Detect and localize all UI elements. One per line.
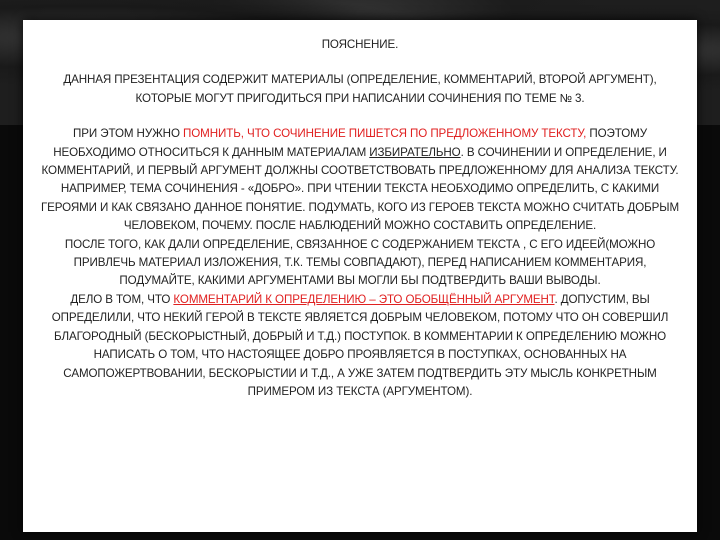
paragraph-1 [37,125,683,180]
paragraph-2: НАПРИМЕР, ТЕМА СОЧИНЕНИЯ - «ДОБРО». ПРИ ЧТЕНИИ ТЕКСТА НЕОБХОДИМО ОПРЕДЕЛИТЬ, С КАКИМИ ГЕРОЯМИ И КАК СВЯЗАНО ДАННОЕ ПОНЯТИЕ. ПОДУМАТЬ, КОГО ИЗ ГЕРОЕВ ТЕКСТА МОЖНО СЧИТАТЬ ДОБРЫМ ЧЕЛОВЕКОМ, ПОЧЕМУ. ПОСЛЕ НАБЛЮДЕНИЙ МОЖНО СОСТАВИТЬ ОПРЕДЕЛЕНИЕ. [40,182,680,233]
paragraph-4 [37,291,683,401]
paragraph-3: ПОСЛЕ ТОГО, КАК ДАЛИ ОПРЕДЕЛЕНИЕ, СВЯЗАННОЕ С СОДЕРЖАНИЕМ ТЕКСТА , С ЕГО ИДЕЕЙ(МОЖНО ПРИВЛЕЧЬ МАТЕРИАЛ ИЗЛОЖЕНИЯ, Т.К. ТЕМЫ СОВПАДАЮТ), ПЕРЕД НАПИСАНИЕМ КОММЕНТАРИЯ, ПОДУМАЙТЕ, КАКИМИ АРГУМЕНТАМИ ВЫ МОГЛИ БЫ ПОДТВЕРДИТЬ ВАШИ ВЫВОДЫ. [64,237,656,288]
p1-text-a: ПРИ ЭТОМ НУЖНО [73,127,183,141]
p4-text-a: ДЕЛО В ТОМ, ЧТО [70,292,174,306]
p1-underlined: ИЗБИРАТЕЛЬНО [369,145,461,159]
slide-title: ПОЯСНЕНИЕ. [321,38,399,51]
p1-highlight: ПОМНИТЬ, ЧТО СОЧИНЕНИЕ ПИШЕТСЯ ПО ПРЕДЛОЖЕННОМУ ТЕКСТУ, [183,127,587,141]
slide-text [37,36,683,401]
p1-text-c: . В СОЧИНЕНИИ И ОПРЕДЕЛЕНИЕ, И КОММЕНТАРИЙ, И ПЕРВЫЙ АРГУМЕНТ ДОЛЖНЫ СООТВЕТСТВОВАТЬ ПРЕДЛОЖЕННОМУ ДЛЯ АНАЛИЗА ТЕКСТУ. [41,145,679,178]
slide-panel [23,20,697,532]
p1-text-b: ПОЭТОМУ НЕОБХОДИМО ОТНОСИТЬСЯ К ДАННЫМ МАТЕРИАЛАМ [53,127,647,159]
p4-highlight: КОММЕНТАРИЙ К ОПРЕДЕЛЕНИЮ – ЭТО ОБОБЩЁННЫЙ АРГУМЕНТ [173,292,555,306]
p4-text-b: . ДОПУСТИМ, ВЫ ОПРЕДЕЛИЛИ, ЧТО НЕКИЙ ГЕРОЙ В ТЕКСТЕ ЯВЛЯЕТСЯ ДОБРЫМ ЧЕЛОВЕКОМ, ПОТОМУ ЧТО ОН СОВЕРШИЛ БЛАГОРОДНЫЙ (БЕСКОРЫСТНЫЙ, ДОБРЫЙ И Т.Д.) ПОСТУПОК. В КОММЕНТАРИИ К ОПРЕДЕЛЕНИЮ МОЖНО НАПИСАТЬ О ТОМ, ЧТО НАСТОЯЩЕЕ ДОБРО ПРОЯВЛЯЕТСЯ В ПОСТУПКАХ, ОСНОВАННЫХ НА САМОПОЖЕРТВОВАНИИ, БЕСКОРЫСТИИ И Т.Д., А УЖЕ ЗАТЕМ ПОДТВЕРДИТЬ ЭТУ МЫСЛЬ КОНКРЕТНЫМ ПРИМЕРОМ ИЗ ТЕКСТА (АРГУМЕНТОМ). [51,292,669,398]
intro-paragraph: ДАННАЯ ПРЕЗЕНТАЦИЯ СОДЕРЖИТ МАТЕРИАЛЫ (ОПРЕДЕЛЕНИЕ, КОММЕНТАРИЙ, ВТОРОЙ АРГУМЕНТ), КОТОРЫЕ МОГУТ ПРИГОДИТЬСЯ ПРИ НАПИСАНИИ СОЧИНЕНИЯ ПО ТЕМЕ № 3. [63,73,657,105]
